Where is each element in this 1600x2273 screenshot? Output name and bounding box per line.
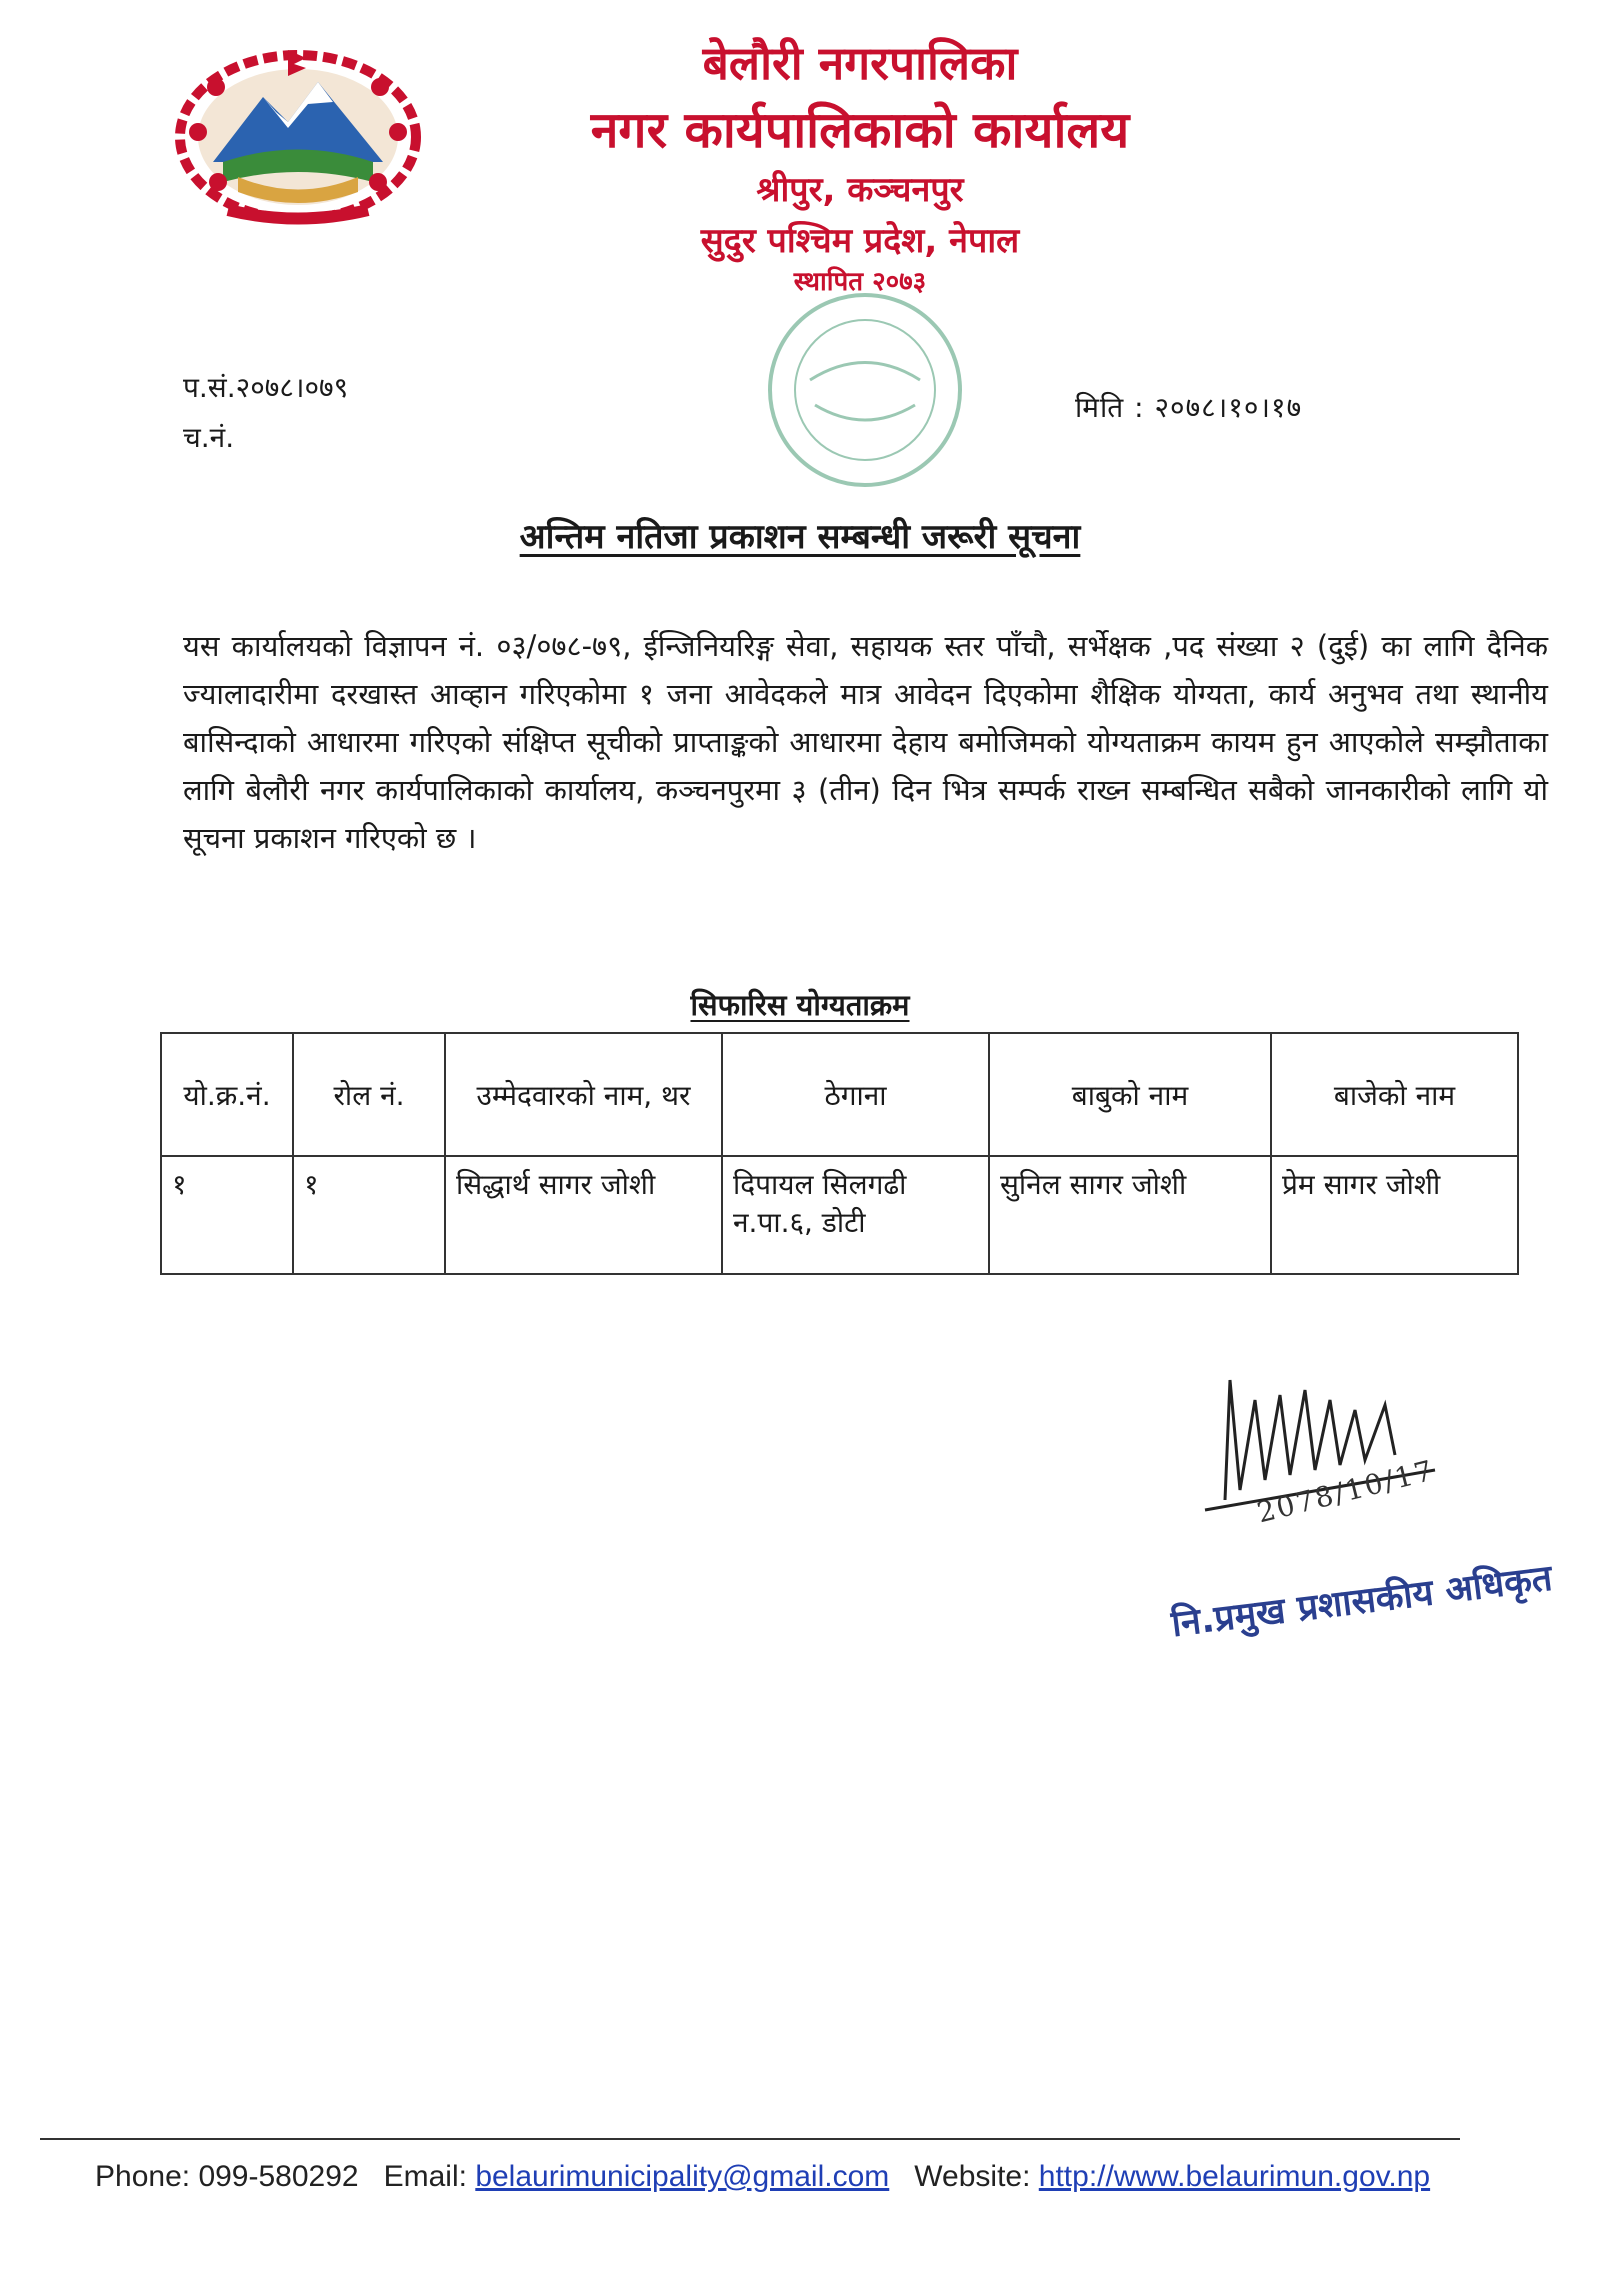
website-label: Website: xyxy=(914,2160,1031,2193)
website-link[interactable]: http://www.belaurimun.gov.np xyxy=(1038,2160,1431,2193)
signature-date: 2078/10/17 xyxy=(1253,1453,1438,1530)
header-candidate-name: उम्मेदवारको नाम, थर xyxy=(445,1033,722,1156)
cell-grandfather-name: प्रेम सागर जोशी xyxy=(1271,1156,1518,1274)
office-name: नगर कार्यपालिकाको कार्यालय xyxy=(590,100,1130,159)
email-link[interactable]: belaurimunicipality@gmail.com xyxy=(475,2160,890,2193)
header-father-name: बाबुको नाम xyxy=(989,1033,1271,1156)
phone-number: 099-580292 xyxy=(198,2160,359,2193)
office-address: श्रीपुर, कञ्चनपुर xyxy=(756,170,964,210)
notice-body: यस कार्यालयको विज्ञापन नं. ०३/०७८-७९, ईन्जिनियरिङ्ग सेवा, सहायक स्तर पाँचौ, सर्भेक्षक ,पद संख्या २ (दुई) का लागि दैनिक ज्यालादारीमा दरखास्त आव्हान गरिएकोमा १ जना आवेदकले मात्र आवेदन दिएकोमा शैक्षिक योग्यता, कार्य अनुभव तथा स्थानीय बासिन्दाको आधारमा गरिएको संक्षिप्त सूचीको प्राप्ताङ्कको आधारमा देहाय बमोजिमको योग्यताक्रम कायम हुन आएकोले सम्झौताका लागि बेलौरी नगर कार्यपालिकाको कार्यालय, कञ्चनपुरमा ३ (तीन) दिन भित्र सम्पर्क राख्न सम्बन्धित सबैको जानकारीको लागि यो सूचना प्रकाशन गरिएको छ । xyxy=(183,629,1548,855)
notice-title: अन्तिम नतिजा प्रकाशन सम्बन्धी जरूरी सूचना xyxy=(519,517,1081,557)
office-stamp xyxy=(735,285,995,495)
results-table xyxy=(160,1032,1519,1275)
letterhead xyxy=(460,35,1260,299)
header-grandfather-name: बाजेको नाम xyxy=(1271,1033,1518,1156)
letter-date: मिति : २०७८।१०।१७ xyxy=(1075,391,1303,424)
government-emblem xyxy=(168,42,428,232)
cell-serial: १ xyxy=(161,1156,293,1274)
cell-address: दिपायल सिलगढी न.पा.६, डोटी xyxy=(722,1156,989,1274)
cell-roll: १ xyxy=(293,1156,445,1274)
footer-divider xyxy=(40,2138,1460,2140)
email-label: Email: xyxy=(383,2160,467,2193)
header-serial: यो.क्र.नं. xyxy=(161,1033,293,1156)
table-row xyxy=(161,1156,1518,1274)
footer-contact xyxy=(95,2160,1430,2194)
letter-reference-number: प.सं.२०७८।०७९ xyxy=(183,371,349,404)
cell-father-name: सुनिल सागर जोशी xyxy=(989,1156,1271,1274)
table-caption: सिफारिस योग्यताक्रम xyxy=(690,988,910,1022)
officer-designation-stamp: नि.प्रमुख प्रशासकीय अधिकृत xyxy=(1169,1557,1555,1646)
established-year: स्थापित २०७३ xyxy=(793,267,927,297)
cell-candidate-name: सिद्धार्थ सागर जोशी xyxy=(445,1156,722,1274)
header-address: ठेगाना xyxy=(722,1033,989,1156)
phone-label: Phone: xyxy=(95,2160,191,2193)
province: सुदुर पश्चिम प्रदेश, नेपाल xyxy=(700,220,1020,261)
dispatch-number: च.नं. xyxy=(183,421,235,454)
table-header-row xyxy=(161,1033,1518,1156)
header-roll: रोल नं. xyxy=(293,1033,445,1156)
handwritten-signature xyxy=(1185,1360,1485,1560)
municipality-name: बेलौरी नगरपालिका xyxy=(702,36,1018,90)
